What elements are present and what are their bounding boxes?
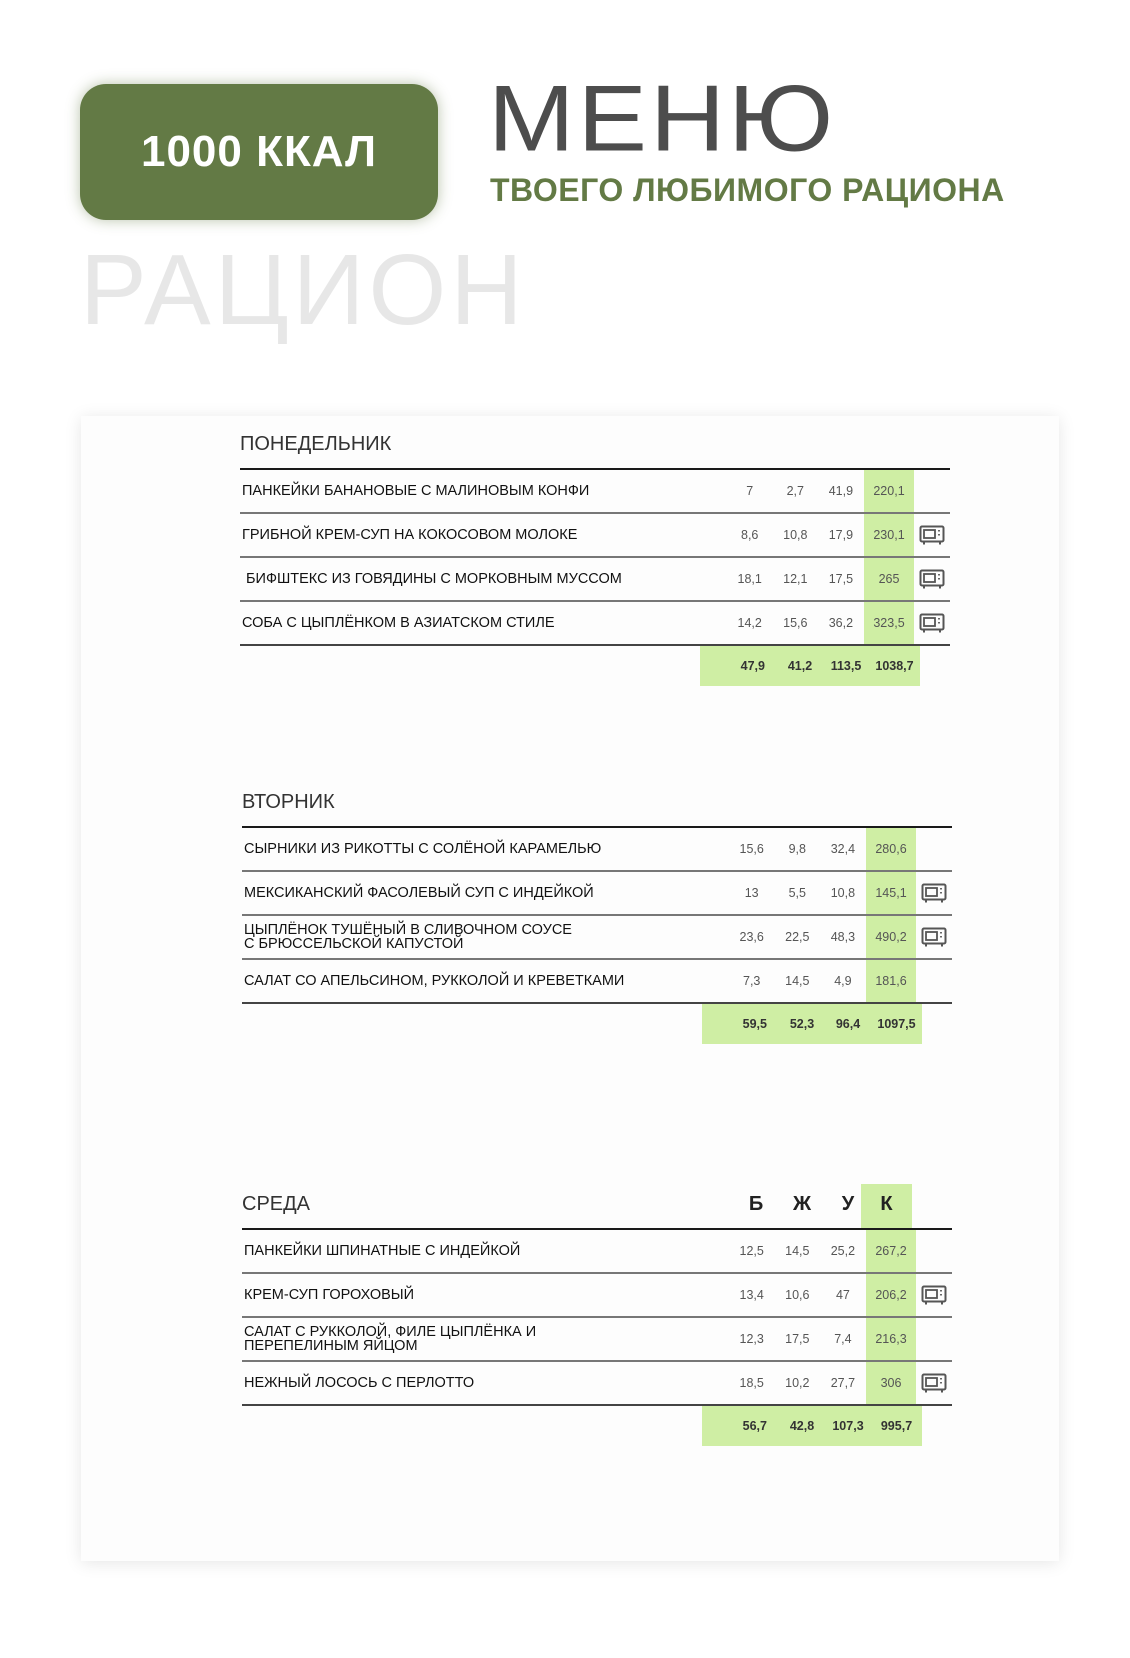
fat-value: 12,1	[783, 572, 808, 586]
carbs-value: 48,3	[830, 930, 856, 944]
protein-value: 13	[744, 886, 759, 900]
calorie-badge-label: 1000 ККАЛ	[140, 127, 377, 176]
dish-name: СЫРНИКИ ИЗ РИКОТТЫ С СОЛЁНОЙ КАРАМЕЛЬЮ	[244, 841, 602, 857]
dish-name: ГРИБНОЙ КРЕМ-СУП НА КОКОСОВОМ МОЛОКЕ	[242, 527, 578, 543]
dish-name: САЛАТ С РУККОЛОЙ, ФИЛЕ ЦЫПЛЁНКА И ПЕРЕПЕЛИНЫМ ЯЙЦОМ	[244, 1324, 537, 1354]
protein-value: 8,6	[741, 528, 759, 542]
kcal-value: 230,1	[864, 514, 915, 556]
dish-name: МЕКСИКАНСКИЙ ФАСОЛЕВЫЙ СУП С ИНДЕЙКОЙ	[244, 885, 594, 901]
kcal-value: 280,6	[866, 828, 917, 870]
dish-name: КРЕМ-СУП ГОРОХОВЫЙ	[244, 1287, 415, 1303]
fat-value: 14,5	[785, 1244, 810, 1258]
page-subtitle: ТВОЕГО ЛЮБИМОГО РАЦИОНА	[490, 172, 1005, 208]
fat-value: 15,6	[783, 616, 808, 630]
dish-name: САЛАТ СО АПЕЛЬСИНОМ, РУККОЛОЙ И КРЕВЕТКАМИ	[244, 973, 625, 989]
carbs-total: 113,5	[823, 646, 869, 686]
day-section-wednesday	[242, 1184, 952, 1446]
carbs-value: 47	[835, 1288, 850, 1302]
carbs-value: 4,9	[834, 974, 852, 988]
kcal-value: 181,6	[866, 960, 917, 1002]
table-row	[242, 1230, 952, 1274]
day-title: ВТОРНИК	[242, 791, 335, 813]
totals-row	[700, 646, 950, 686]
table-row	[242, 1274, 952, 1318]
table-row	[240, 514, 950, 558]
microwave-icon	[916, 872, 952, 914]
protein-value: 12,3	[739, 1332, 764, 1346]
dish-table	[240, 468, 950, 646]
carbs-value: 17,5	[828, 572, 854, 586]
microwave-icon	[916, 916, 952, 958]
dish-table	[242, 1228, 952, 1406]
column-header-fat: Ж	[792, 1193, 812, 1215]
carbs-total: 107,3	[825, 1406, 871, 1446]
column-header-kcal: К	[861, 1184, 912, 1228]
day-header	[242, 782, 952, 826]
table-row	[242, 960, 952, 1004]
dish-name: БИФШТЕКС ИЗ ГОВЯДИНЫ С МОРКОВНЫМ МУССОМ	[242, 571, 622, 587]
microwave-icon	[916, 1362, 952, 1404]
fat-total: 41,2	[777, 646, 823, 686]
column-header-carbs: У	[841, 1193, 855, 1215]
carbs-value: 36,2	[828, 616, 854, 630]
protein-value: 7	[746, 484, 754, 498]
day-section-monday	[240, 424, 950, 686]
protein-total: 47,9	[700, 646, 777, 686]
table-row	[242, 828, 952, 872]
table-row	[240, 558, 950, 602]
menu-card	[81, 416, 1059, 1561]
fat-value: 10,6	[785, 1288, 810, 1302]
day-section-tuesday	[242, 782, 952, 1044]
protein-total: 59,5	[702, 1004, 779, 1044]
kcal-total: 1097,5	[871, 1004, 922, 1044]
carbs-value: 17,9	[828, 528, 854, 542]
fat-value: 22,5	[785, 930, 810, 944]
protein-value: 13,4	[739, 1288, 764, 1302]
protein-value: 15,6	[739, 842, 764, 856]
kcal-value: 490,2	[866, 916, 917, 958]
dish-table	[242, 826, 952, 1004]
kcal-value: 306	[866, 1362, 917, 1404]
fat-value: 9,8	[788, 842, 806, 856]
microwave-icon	[914, 602, 950, 644]
background-watermark: РАЦИОН	[80, 234, 527, 346]
kcal-value: 206,2	[866, 1274, 917, 1316]
carbs-value: 10,8	[830, 886, 856, 900]
protein-total: 56,7	[702, 1406, 779, 1446]
kcal-value: 216,3	[866, 1318, 917, 1360]
fat-value: 14,5	[785, 974, 810, 988]
dish-name: НЕЖНЫЙ ЛОСОСЬ С ПЕРЛОТТО	[244, 1375, 475, 1391]
table-row	[242, 872, 952, 916]
protein-value: 12,5	[739, 1244, 764, 1258]
icon-cell	[916, 1230, 952, 1272]
protein-value: 14,2	[737, 616, 762, 630]
totals-row	[702, 1004, 952, 1044]
microwave-icon	[914, 514, 950, 556]
carbs-value: 41,9	[828, 484, 854, 498]
table-row	[242, 916, 952, 960]
kcal-total: 1038,7	[869, 646, 920, 686]
kcal-value: 145,1	[866, 872, 917, 914]
carbs-value: 32,4	[830, 842, 856, 856]
table-row	[240, 602, 950, 646]
fat-value: 17,5	[785, 1332, 810, 1346]
fat-value: 2,7	[786, 484, 804, 498]
fat-value: 10,2	[785, 1376, 810, 1390]
day-header	[240, 424, 950, 468]
protein-value: 23,6	[739, 930, 764, 944]
protein-value: 7,3	[743, 974, 761, 988]
table-row	[242, 1318, 952, 1362]
fat-total: 52,3	[779, 1004, 825, 1044]
kcal-value: 220,1	[864, 470, 915, 512]
icon-cell	[914, 470, 950, 512]
day-header	[242, 1184, 952, 1228]
table-row	[240, 470, 950, 514]
kcal-value: 267,2	[866, 1230, 917, 1272]
protein-value: 18,1	[737, 572, 762, 586]
icon-cell	[916, 1318, 952, 1360]
carbs-value: 27,7	[830, 1376, 856, 1390]
kcal-value: 265	[864, 558, 915, 600]
fat-value: 5,5	[788, 886, 806, 900]
carbs-value: 7,4	[834, 1332, 852, 1346]
page-title: МЕНЮ	[488, 66, 837, 171]
carbs-total: 96,4	[825, 1004, 871, 1044]
carbs-value: 25,2	[830, 1244, 856, 1258]
day-title: ПОНЕДЕЛЬНИК	[240, 433, 392, 455]
kcal-value: 323,5	[864, 602, 915, 644]
column-header-protein: Б	[748, 1193, 764, 1215]
table-row	[242, 1362, 952, 1406]
totals-row	[702, 1406, 952, 1446]
microwave-icon	[914, 558, 950, 600]
icon-cell	[916, 960, 952, 1002]
fat-value: 10,8	[783, 528, 808, 542]
calorie-badge	[80, 84, 438, 220]
fat-total: 42,8	[779, 1406, 825, 1446]
dish-name: ПАНКЕЙКИ ШПИНАТНЫЕ С ИНДЕЙКОЙ	[244, 1243, 521, 1259]
kcal-total: 995,7	[871, 1406, 922, 1446]
day-title: СРЕДА	[242, 1193, 311, 1215]
dish-name: ЦЫПЛЁНОК ТУШЁНЫЙ В СЛИВОЧНОМ СОУСЕ С БРЮССЕЛЬСКОЙ КАПУСТОЙ	[244, 922, 572, 952]
icon-cell	[916, 828, 952, 870]
microwave-icon	[916, 1274, 952, 1316]
protein-value: 18,5	[739, 1376, 764, 1390]
dish-name: СОБА С ЦЫПЛЁНКОМ В АЗИАТСКОМ СТИЛЕ	[242, 615, 555, 631]
dish-name: ПАНКЕЙКИ БАНАНОВЫЕ С МАЛИНОВЫМ КОНФИ	[242, 483, 590, 499]
